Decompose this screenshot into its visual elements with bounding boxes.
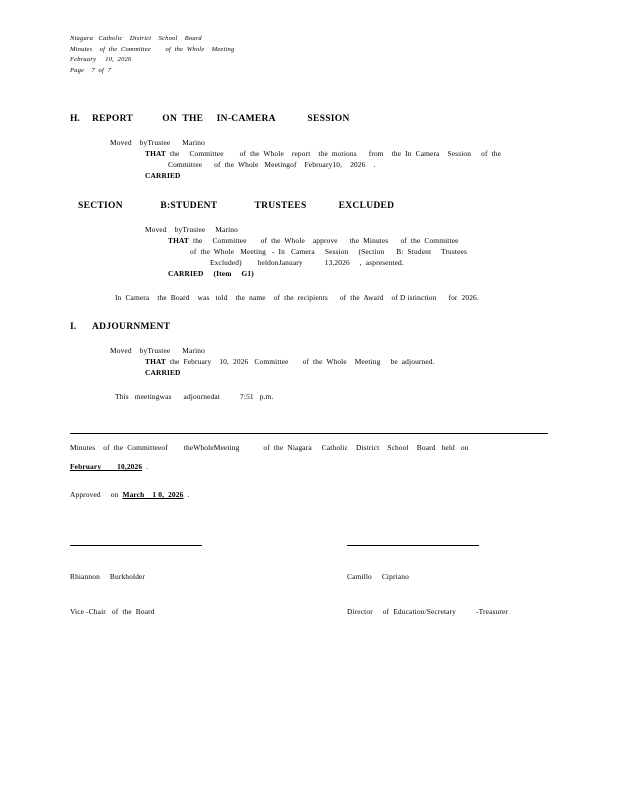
approved-date: March 1 0, 2026 bbox=[122, 490, 184, 500]
section-h-that-label: THAT bbox=[145, 149, 166, 159]
section-i-title: ADJOURNMENT bbox=[92, 322, 171, 333]
section-i-letter: I. bbox=[70, 322, 77, 333]
section-b-carried: CARRIED (Item G1) bbox=[168, 268, 254, 278]
section-b-that-text: the Committee of the Whole approve the Minutes of the Committee bbox=[189, 235, 459, 245]
header-line-date: February 10, 2026 bbox=[70, 56, 132, 64]
section-h-motion bbox=[145, 148, 548, 159]
section-b-note: In Camera the Board was told the name of the recipients of the Award of D istinction for 2026. bbox=[115, 293, 479, 303]
section-i-carried: CARRIED bbox=[145, 368, 181, 378]
section-b-motion-line3: Excluded) heldonJanuary 13,2026 , aspresented. bbox=[210, 257, 404, 267]
section-b-title: SECTION B:STUDENT TRUSTEES EXCLUDED bbox=[78, 200, 395, 211]
section-i-heading bbox=[70, 322, 548, 332]
signature-left-title: Vice -Chair of the Board bbox=[70, 606, 155, 616]
section-h-heading bbox=[70, 114, 548, 124]
signature-right-title: Director of Education/Secretary -Treasurer bbox=[347, 606, 509, 616]
signature-line-left bbox=[70, 545, 202, 546]
closing-divider bbox=[70, 433, 548, 434]
signature-left-block bbox=[70, 548, 155, 640]
section-h-motion-cont: Committee of the Whole Meetingof February10, 2026 . bbox=[168, 160, 376, 170]
section-i-motion bbox=[145, 356, 548, 367]
section-i-moved: Moved byTrustee Marino bbox=[110, 346, 205, 356]
closing-date: February 10,2026 bbox=[70, 462, 143, 472]
closing-date-after: . bbox=[142, 462, 149, 472]
page-content bbox=[70, 34, 548, 616]
signature-area bbox=[70, 545, 548, 616]
signature-left-name: Rhiannon Burkholder bbox=[70, 572, 146, 582]
approved-line bbox=[70, 490, 548, 499]
closing-block bbox=[70, 433, 548, 500]
section-b-motion bbox=[168, 235, 548, 246]
approved-prefix: Approved on bbox=[70, 490, 123, 500]
section-b-that-label: THAT bbox=[168, 235, 189, 245]
section-b-moved: Moved byTrustee Marino bbox=[145, 224, 238, 234]
section-h-that-text: the Committee of the Whole report the motions from the In Camera Session of the bbox=[166, 149, 502, 159]
signature-right-block bbox=[347, 548, 508, 640]
document-header bbox=[70, 34, 548, 76]
meeting-adjourned-note: This meetingwas adjournedat 7:51 p.m. bbox=[115, 392, 274, 402]
signature-line-right bbox=[347, 545, 479, 546]
approved-suffix: . bbox=[183, 490, 190, 500]
section-i-that-label: THAT bbox=[145, 357, 166, 367]
closing-date-line bbox=[70, 461, 548, 473]
header-line-page: Page 7 of 7 bbox=[70, 66, 112, 74]
section-h-moved: Moved byTrustee Marino bbox=[110, 138, 205, 148]
section-h-carried: CARRIED bbox=[145, 171, 181, 181]
header-line-board: Niagara Catholic District School Board bbox=[70, 35, 202, 42]
section-b-motion-line2: of the Whole Meeting - In Camera Session (Section B: Student Trustees bbox=[190, 246, 468, 256]
section-i-that-text: the February 10, 2026 Committee of the Whole Meeting be adjourned. bbox=[166, 357, 435, 367]
closing-line-1: Minutes of the Committeeof theWholeMeeting of the Niagara Catholic District School Board held on bbox=[70, 442, 469, 452]
signature-right-name: Camillo Cipriano bbox=[347, 572, 409, 582]
header-line-minutes: Minutes of the Committee of the Whole Meeting bbox=[70, 45, 235, 53]
section-h-letter: H. bbox=[70, 114, 80, 125]
section-h-title: REPORT ON THE IN-CAMERA SESSION bbox=[92, 114, 350, 125]
